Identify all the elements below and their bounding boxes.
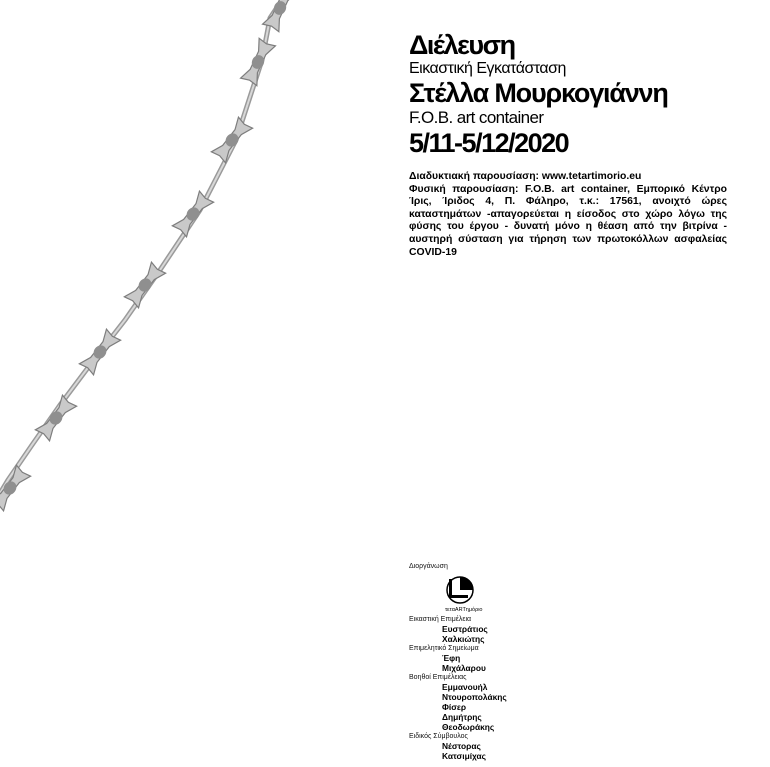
tetartimorio-logo-icon (445, 575, 475, 605)
online-presentation: Διαδυκτιακή παρουσίαση: www.tetartimorio.eu (409, 171, 642, 182)
exhibition-dates: 5/11-5/12/2020 (409, 128, 569, 158)
exhibition-header (409, 30, 739, 159)
assistants-label: Βοηθοί Επιμέλειας (409, 674, 467, 681)
advisor-label: Ειδικός Σύμβουλος (409, 733, 468, 740)
razor-barb (211, 117, 252, 163)
razor-barb (0, 465, 31, 511)
assistant-name: Εμμανουήλ (442, 682, 488, 692)
editorial-first-name: Έφη (442, 653, 461, 663)
assistant-name: Δημήτρης (442, 712, 482, 722)
exhibition-subtitle: Εικαστική Εγκατάσταση (409, 60, 566, 77)
advisor-last-name: Κατσιμίχας (442, 751, 487, 761)
artist-name: Στέλλα Μουρκογιάννη (409, 78, 668, 108)
assistant-name: Φίσερ (442, 702, 467, 712)
curator-last-name: Χαλκιώτης (442, 634, 485, 644)
exhibition-title: Διέλευση (409, 30, 515, 60)
curator-label: Εικαστική Επιμέλεια (409, 616, 472, 623)
advisor-first-name: Νέστορας (442, 741, 481, 751)
editorial-label: Επιμελητικό Σημείωμα (409, 645, 479, 652)
credits-block (409, 562, 609, 761)
organizer-logo (409, 571, 609, 615)
presentation-info (409, 171, 727, 259)
physical-presentation: Φυσική παρουσίαση: F.O.B. art container, Εμπορικό Κέντρο Ίρις, Ίριδος 4, Π. Φάληρο, τ.κ.: 17561, ανοιχτό ώρες καταστημάτων -απαγορεύεται η είσοδος στο χώρο λόγω της φύσης του έργου - δυνατή μόνο η θέαση από την βιτρίνα - αυστηρή σύσταση για τήρηση των πρωτοκόλλων ασφαλείας COVID-19 (409, 183, 727, 258)
organizer-label: Διοργάνωση (409, 563, 448, 570)
assistant-name: Θεοδωράκης (442, 722, 495, 732)
editorial-last-name: Μιχάλαρου (442, 663, 486, 673)
curator-first-name: Ευστράτιος (442, 624, 488, 634)
venue-name: F.O.B. art container (409, 108, 544, 127)
logo-text: τεταARTημόριο (445, 607, 483, 613)
assistant-name: Ντουροπολάκης (442, 692, 507, 702)
